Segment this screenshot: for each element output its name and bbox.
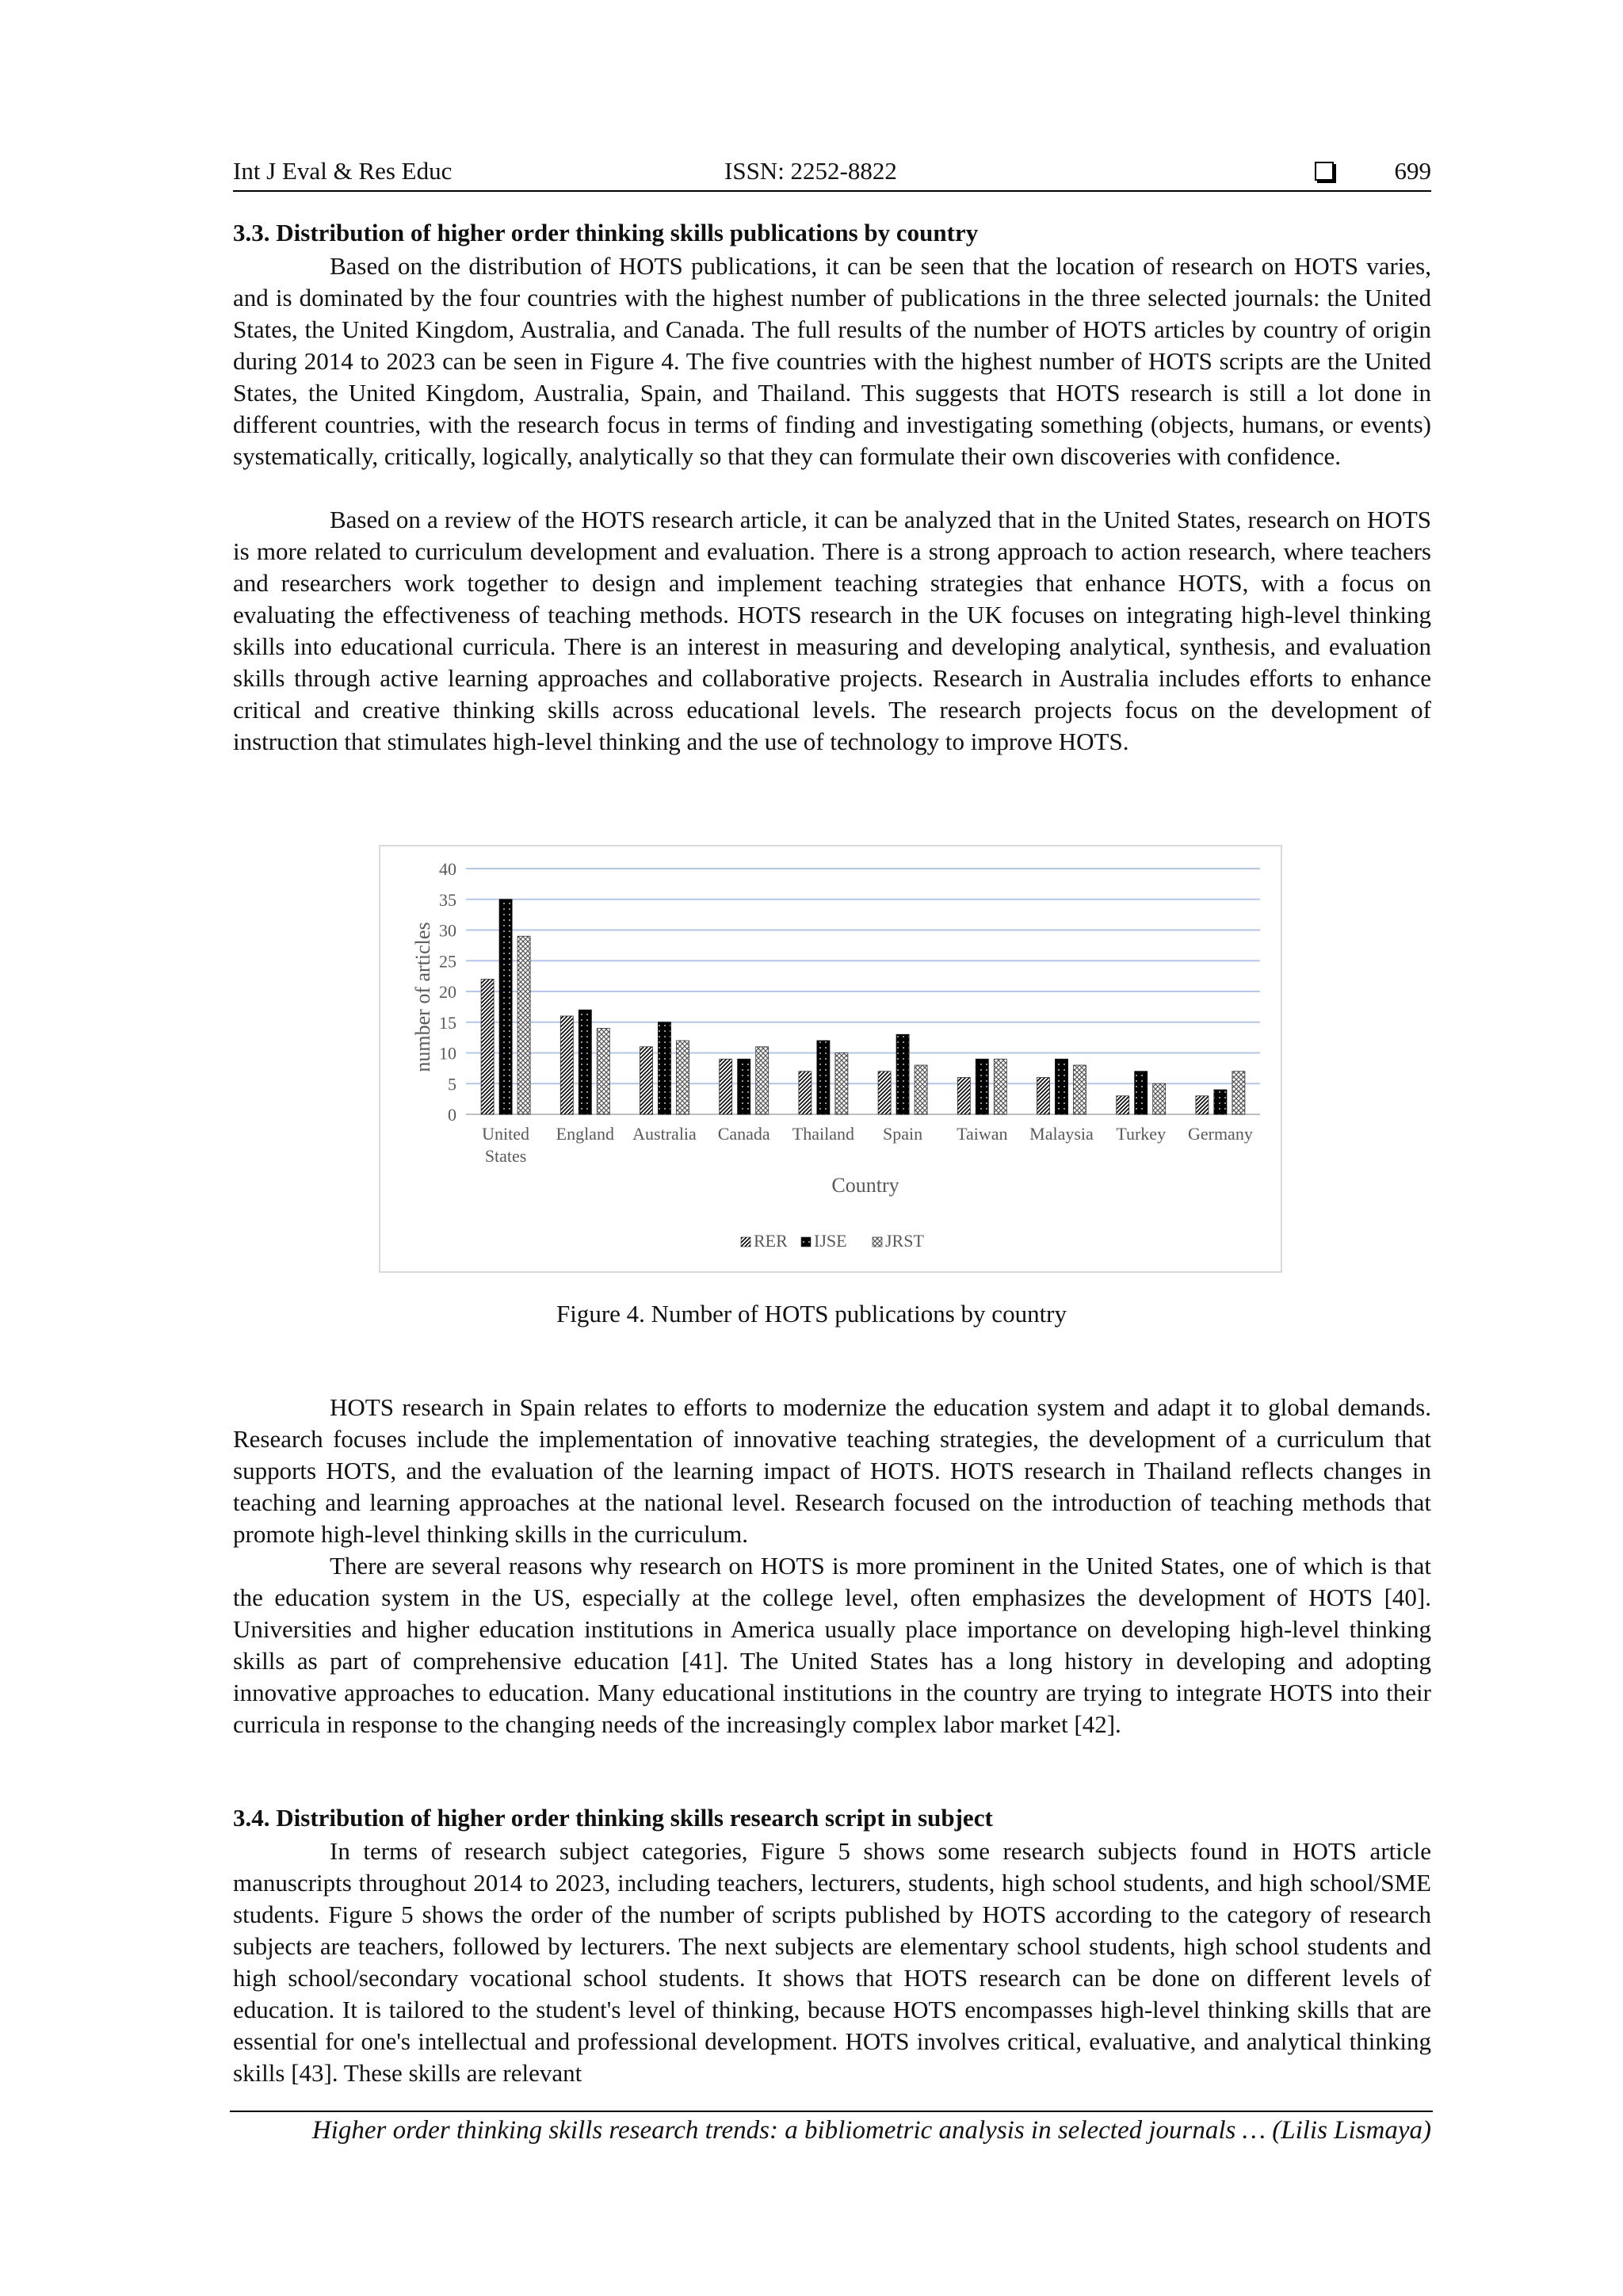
bar-jrst <box>915 1065 927 1114</box>
y-tick-label: 10 <box>439 1043 456 1064</box>
bar-jrst <box>597 1029 609 1115</box>
bar-ijse <box>1056 1059 1068 1114</box>
bar-rer <box>560 1016 573 1114</box>
bar-rer <box>481 980 494 1115</box>
bar-chart <box>380 846 1281 1271</box>
y-tick-label: 15 <box>439 1012 456 1033</box>
y-tick-label: 5 <box>448 1074 456 1095</box>
bar-jrst <box>517 936 530 1114</box>
bar-ijse <box>499 900 512 1114</box>
x-axis-label: Country <box>831 1174 899 1197</box>
legend-swatch-rer <box>741 1237 750 1247</box>
section-3-4-title: 3.4. Distribution of higher order thinking skills research script in subject <box>233 1804 993 1832</box>
section-3-3-paragraph-2: Based on a review of the HOTS research article, it can be analyzed that in the United States, research on HOTS is more related to curriculum development and evaluation. There is a strong approach to action research, where teachers and researchers work together to design and implement teaching strategies that enhance HOTS, with a focus on evaluating the effectiveness of teaching methods. HOTS research in the UK focuses on integrating high-level thinking skills into educational curricula. There is an interest in measuring and developing analytical, synthesis, and evaluation skills through active learning approaches and collaborative projects. Research in Australia includes efforts to enhance critical and creative thinking skills across educational levels. The research projects focus on the development of instruction that stimulates high-level thinking and the use of technology to improve HOTS. <box>233 506 1431 755</box>
running-footer: Higher order thinking skills research trends: a bibliometric analysis in selected journals … (Lilis Lismaya) <box>311 2116 1431 2145</box>
x-tick-label: Malaysia <box>1029 1124 1094 1144</box>
issn: ISSN: 2252-8822 <box>724 157 897 185</box>
bar-ijse <box>817 1041 830 1114</box>
y-axis-label: number of articles <box>411 922 434 1072</box>
legend-swatch-ijse <box>801 1237 811 1247</box>
bar-rer <box>720 1059 732 1114</box>
bar-ijse <box>1214 1090 1227 1114</box>
page-number: 699 <box>1394 157 1431 185</box>
bar-rer <box>1117 1096 1129 1114</box>
y-tick-label: 40 <box>439 859 456 879</box>
bar-ijse <box>896 1034 909 1114</box>
legend-label-ijse: IJSE <box>814 1231 847 1251</box>
bar-rer <box>1037 1078 1050 1115</box>
paragraph-united-states: There are several reasons why research on HOTS is more prominent in the United States, one of which is that the education system in the US, especially at the college level, often emphasizes the development of HOTS [40]. Universities and higher education institutions in America usually place importance on developing high-level thinking skills as part of comprehensive education [41]. The United States has a long history in developing and adopting innovative approaches to education. Many educational institutions in the country are trying to integrate HOTS into their curricula in response to the changing needs of the increasingly complex labor market [42]. <box>233 1552 1431 1738</box>
bar-jrst <box>1153 1083 1166 1114</box>
figure-4-chart <box>379 845 1282 1273</box>
y-tick-label: 30 <box>439 920 456 941</box>
x-tick-label: Australia <box>632 1124 697 1144</box>
bar-ijse <box>738 1059 750 1114</box>
legend-label-jrst: JRST <box>885 1231 924 1251</box>
x-tick-label: Taiwan <box>957 1124 1008 1144</box>
legend-label-rer: RER <box>754 1231 788 1251</box>
x-tick-label: Canada <box>717 1124 770 1144</box>
x-tick-label: England <box>556 1124 614 1144</box>
section-3-3-paragraph-1: Based on the distribution of HOTS publications, it can be seen that the location of research on HOTS varies, and is dominated by the four countries with the highest number of publications in the three selected journals: the United States, the United Kingdom, Australia, and Canada. The full results of the number of HOTS articles by country of origin during 2014 to 2023 can be seen in Figure 4. The five countries with the highest number of HOTS scripts are the United States, the United Kingdom, Australia, Spain, and Thailand. This suggests that HOTS research is still a lot done in different countries, with the research focus in terms of finding and investigating something (objects, humans, or events) systematically, critically, logically, analytically so that they can formulate their own discoveries with confidence. <box>233 252 1431 470</box>
y-tick-label: 35 <box>439 889 456 910</box>
journal-name: Int J Eval & Res Educ <box>233 157 453 185</box>
x-tick-label: United <box>482 1124 530 1144</box>
bar-ijse <box>659 1022 671 1114</box>
bar-jrst <box>677 1041 689 1114</box>
x-tick-label: Thailand <box>792 1124 855 1144</box>
bar-ijse <box>976 1059 988 1114</box>
y-tick-label: 0 <box>448 1105 456 1125</box>
bar-jrst <box>994 1059 1006 1114</box>
y-tick-label: 20 <box>439 982 456 1002</box>
bar-rer <box>957 1078 970 1115</box>
bar-rer <box>640 1047 653 1114</box>
bar-jrst <box>1232 1072 1245 1114</box>
x-tick-label: States <box>484 1146 527 1166</box>
checkbox-square-icon <box>1315 162 1334 181</box>
x-tick-label: Germany <box>1187 1124 1253 1144</box>
y-tick-label: 25 <box>439 951 456 972</box>
legend-swatch-jrst <box>873 1237 882 1247</box>
bar-ijse <box>579 1010 591 1114</box>
bar-rer <box>1196 1096 1209 1114</box>
x-tick-label: Turkey <box>1116 1124 1167 1144</box>
figure-4-caption: Figure 4. Number of HOTS publications by country <box>556 1300 1067 1328</box>
section-3-4-paragraph-1: In terms of research subject categories, Figure 5 shows some research subjects found in HOTS article manuscripts throughout 2014 to 2023, including teachers, lecturers, students, high school students, and high school/SME students. Figure 5 shows the order of the number of scripts published by HOTS according to the category of research subjects are teachers, followed by lecturers. The next subjects are elementary school students, high school students and high school/secondary vocational school students. It shows that HOTS research can be done on different levels of education. It is tailored to the student's level of thinking, because HOTS encompasses high-level thinking skills that are essential for one's intellectual and professional development. HOTS involves critical, evaluative, and analytical thinking skills [43]. These skills are relevant <box>233 1837 1431 2087</box>
bar-rer <box>799 1072 812 1114</box>
bar-jrst <box>1074 1065 1086 1114</box>
bar-ijse <box>1135 1072 1148 1114</box>
bar-rer <box>878 1072 891 1114</box>
x-tick-label: Spain <box>883 1124 923 1144</box>
paragraph-spain-thailand: HOTS research in Spain relates to efforts to modernize the education system and adapt it to global demands. Research focuses include the implementation of innovative teaching strategies, the development of a curriculum that supports HOTS, and the evaluation of the learning impact of HOTS. HOTS research in Thailand reflects changes in teaching and learning approaches at the national level. Research focused on the introduction of teaching methods that promote high-level thinking skills in the curriculum. <box>233 1393 1431 1548</box>
section-3-3-title: 3.3. Distribution of higher order thinking skills publications by country <box>233 219 979 246</box>
footer-divider <box>230 2111 1433 2112</box>
bar-jrst <box>835 1053 848 1115</box>
bar-jrst <box>756 1047 769 1114</box>
running-header <box>233 155 1431 192</box>
